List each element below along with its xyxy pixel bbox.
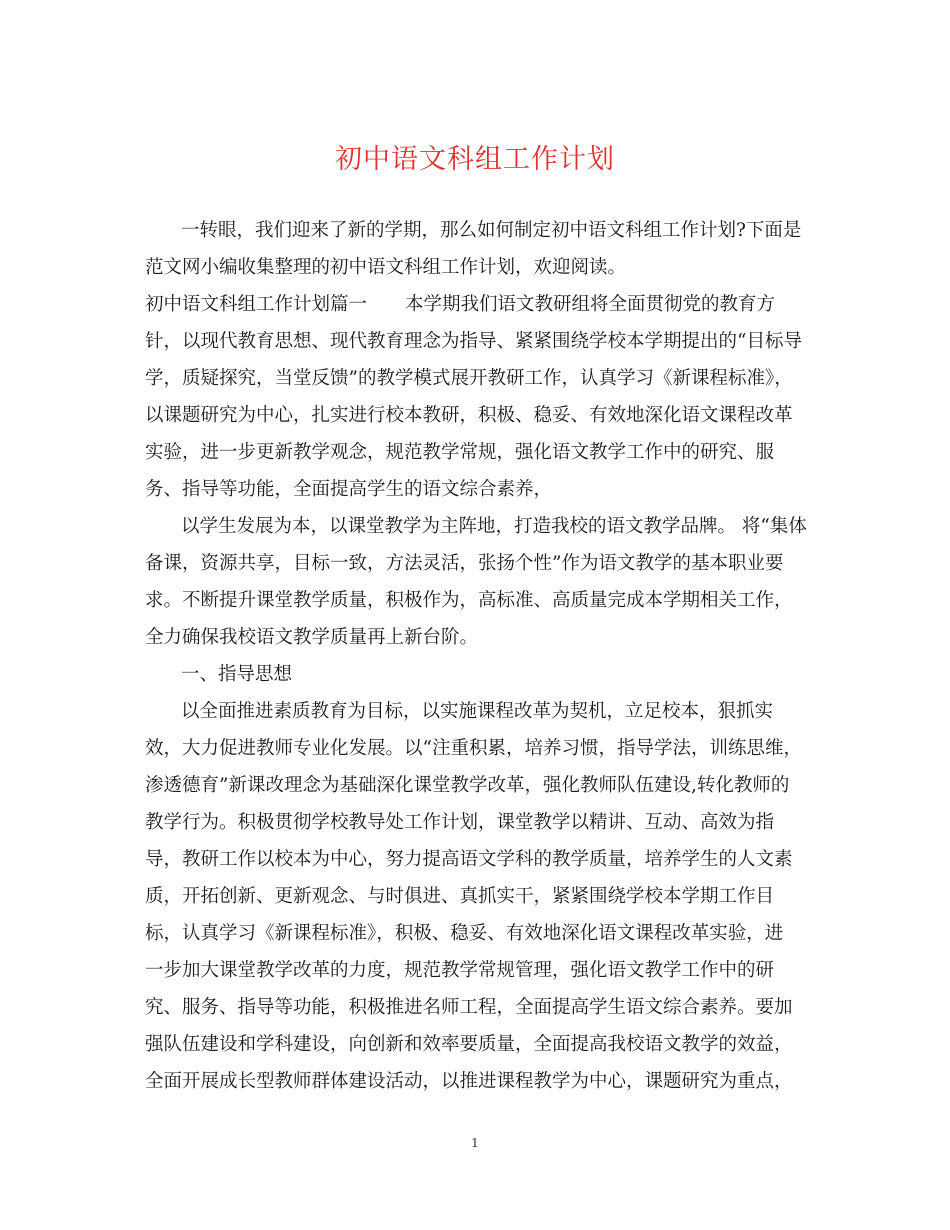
paragraph-line: 渗透德育”新课改理念为基础深化课堂教学改革，强化教师队伍建设,转化教师的 bbox=[145, 775, 790, 796]
paragraph-line: 质，开拓创新、更新观念、与时俱进、真抓实干，紧紧围绕学校本学期工作目 bbox=[145, 886, 775, 907]
paragraph-line: 教学行为。积极贯彻学校教导处工作计划，课堂教学以精讲、互动、高效为指 bbox=[145, 812, 775, 833]
paragraph-line: 实验，进一步更新教学观念，规范教学常规，强化语文教学工作中的研究、服 bbox=[145, 442, 775, 463]
section-heading-line bbox=[145, 290, 775, 320]
section-heading: 初中语文科组工作计划篇一 bbox=[145, 294, 368, 315]
paragraph-line: 一步加大课堂教学改革的力度，规范教学常规管理，强化语文教学工作中的研 bbox=[145, 960, 775, 981]
section-heading: 一、指导思想 bbox=[181, 664, 293, 685]
intro-line: 范文网小编收集整理的初中语文科组工作计划，欢迎阅读。 bbox=[145, 257, 627, 278]
paragraph-line: 导，教研工作以校本为中心，努力提高语文学科的教学质量，培养学生的人文素 bbox=[145, 849, 793, 870]
paragraph-line: 全面开展成长型教师群体建设活动，以推进课程教学为中心，课题研究为重点， bbox=[145, 1071, 793, 1092]
intro-line: 一转眼，我们迎来了新的学期，那么如何制定初中语文科组工作计划?下面是 bbox=[181, 220, 802, 241]
page-number: 1 bbox=[471, 1136, 479, 1150]
paragraph-line: 效，大力促进教师专业化发展。以“注重积累，培养习惯，指导学法，训练思维， bbox=[145, 738, 802, 759]
paragraph-line: 究、服务、指导等功能，积极推进名师工程，全面提高学生语文综合素养。要加 bbox=[145, 997, 793, 1018]
paragraph-line: 学，质疑探究，当堂反馈”的教学模式展开教研工作，认真学习《新课程标准》， bbox=[145, 368, 793, 389]
paragraph-line: 全力确保我校语文教学质量再上新台阶。 bbox=[145, 627, 479, 648]
paragraph-line: 以全面推进素质教育为目标，以实施课程改革为契机，立足校本，狠抓实 bbox=[181, 701, 774, 722]
paragraph-text: 本学期我们语文教研组将全面贯彻党的教育方 bbox=[405, 294, 776, 315]
paragraph-line: 以课题研究为中心，扎实进行校本教研，积极、稳妥、有效地深化语文课程改革 bbox=[145, 405, 793, 426]
paragraph-line: 备课，资源共享，目标一致，方法灵活，张扬个性”作为语文教学的基本职业要 bbox=[145, 553, 784, 574]
paragraph-line: 强队伍建设和学科建设，向创新和效率要质量，全面提高我校语文教学的效益， bbox=[145, 1034, 793, 1055]
document-title: 初中语文科组工作计划 bbox=[335, 144, 615, 175]
paragraph-line: 针，以现代教育思想、现代教育理念为指导、紧紧围绕学校本学期提出的“目标导 bbox=[145, 331, 802, 352]
paragraph-line: 务、指导等功能，全面提高学生的语文综合素养， bbox=[145, 479, 553, 500]
paragraph-line: 求。不断提升课堂教学质量，积极作为，高标准、高质量完成本学期相关工作， bbox=[145, 590, 793, 611]
paragraph-line: 标，认真学习《新课程标准》，积极、稳妥、有效地深化语文课程改革实验，进 bbox=[145, 923, 784, 944]
paragraph-line: 以学生发展为本，以课堂教学为主阵地，打造我校的语文教学品牌。 将“集体 bbox=[181, 516, 807, 537]
